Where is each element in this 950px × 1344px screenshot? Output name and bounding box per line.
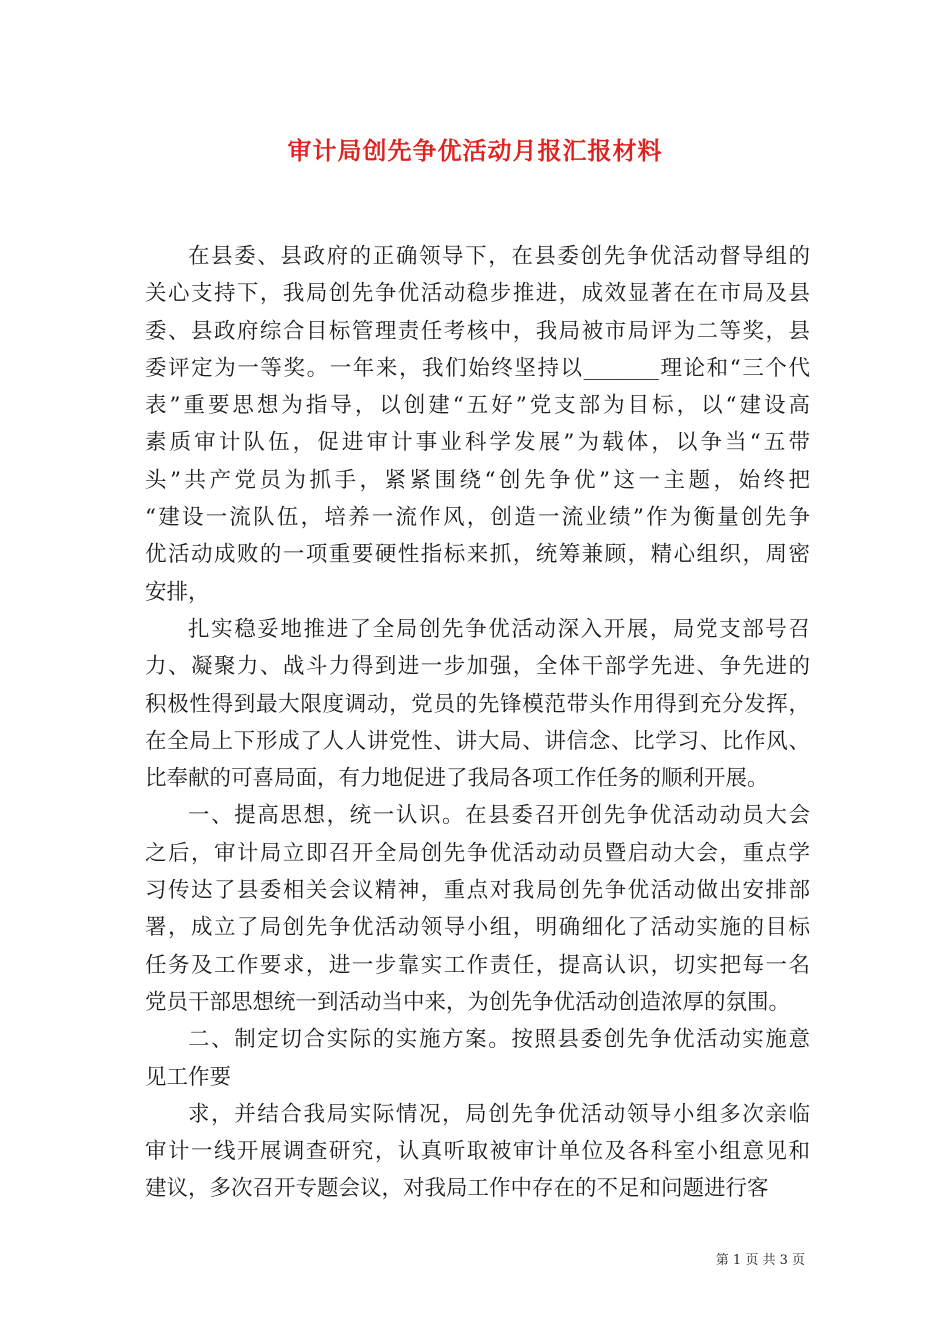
body-paragraph <box>145 1096 810 1208</box>
body-paragraph <box>145 1021 810 1096</box>
text-line: 扎实稳妥地推进了全局创先争优活动深入开展，局党支部号召 <box>188 616 810 642</box>
text-line: 在全局上下形成了人人讲党性、讲大局、讲信念、比学习、比作风、 <box>145 728 810 754</box>
text-line: 审计一线开展调查研究，认真听取被审计单位及各科室小组意见和 <box>145 1139 810 1165</box>
text-line: 力、凝聚力、战斗力得到进一步加强，全体干部学先进、争先进的 <box>145 654 810 680</box>
body-paragraph <box>145 611 810 797</box>
text-line: 委、县政府综合目标管理责任考核中，我局被市局评为二等奖，县 <box>145 318 810 344</box>
text-line: 二、制定切合实际的实施方案。按照县委创先争优活动实施意 <box>188 1027 810 1053</box>
text-line: 一、提高思想，统一认识。在县委召开创先争优活动动员大会 <box>188 803 810 829</box>
text-line: 党员干部思想统一到活动当中来，为创先争优活动创造浓厚的氛围。 <box>145 989 791 1015</box>
text-line: 安排， <box>145 579 210 605</box>
text-line: 积极性得到最大限度调动，党员的先锋模范带头作用得到充分发挥， <box>145 691 810 717</box>
text-line: 头”共产党员为抓手，紧紧围绕“创先争优”这一主题，始终把 <box>145 467 810 493</box>
text-line: 素质审计队伍，促进审计事业科学发展”为载体，以争当“五带 <box>145 430 810 456</box>
text-line: 任务及工作要求，进一步靠实工作责任，提高认识，切实把每一名 <box>145 952 810 978</box>
body-paragraph <box>145 797 810 1021</box>
text-line: “建设一流队伍，培养一流作风，创造一流业绩”作为衡量创先争 <box>145 505 810 531</box>
text-line: 比奉献的可喜局面，有力地促进了我局各项工作任务的顺利开展。 <box>145 766 769 792</box>
text-line: 见工作要 <box>145 1064 232 1090</box>
document-title: 审计局创先争优活动月报汇报材料 <box>287 136 663 165</box>
text-line: 求，并结合我局实际情况，局创先争优活动领导小组多次亲临 <box>188 1101 810 1127</box>
text-line: 优活动成败的一项重要硬性指标来抓，统筹兼顾，精心组织，周密 <box>145 542 810 568</box>
text-line: 在县委、县政府的正确领导下，在县委创先争优活动督导组的 <box>188 244 810 269</box>
text-line: 习传达了县委相关会议精神，重点对我局创先争优活动做出安排部 <box>145 878 810 904</box>
text-line: 表”重要思想为指导，以创建“五好”党支部为目标，以“建设高 <box>145 393 810 419</box>
text-line: 委评定为一等奖。一年来，我们始终坚持以_______理论和“三个代 <box>145 355 810 381</box>
document-body <box>145 238 810 1208</box>
body-paragraph <box>145 238 810 611</box>
text-line: 署，成立了局创先争优活动领导小组，明确细化了活动实施的目标 <box>145 915 810 941</box>
text-line: 建议，多次召开专题会议，对我局工作中存在的不足和问题进行客 <box>145 1176 769 1202</box>
text-line: 关心支持下，我局创先争优活动稳步推进，成效显著在在市局及县 <box>145 281 810 307</box>
text-line: 之后，审计局立即召开全局创先争优活动动员暨启动大会，重点学 <box>145 840 810 866</box>
page-number: 第 1 页 共 3 页 <box>715 1253 805 1268</box>
